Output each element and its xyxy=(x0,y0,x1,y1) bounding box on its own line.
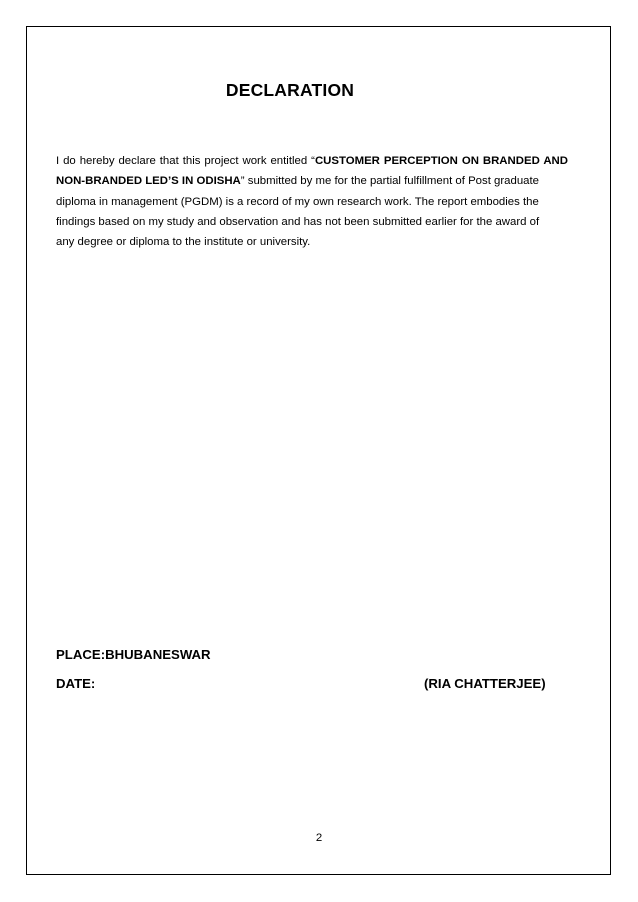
paragraph-text: I do hereby declare that this project work entitled “ xyxy=(56,155,315,167)
signatory-name: (RIA CHATTERJEE) xyxy=(424,676,546,691)
paragraph-text: ” submitted by me for the partial fulfillment of Post graduate xyxy=(240,175,539,188)
declaration-paragraph xyxy=(56,151,568,252)
paragraph-line-5: any degree or diploma to the institute or university. xyxy=(56,236,311,249)
date-label: DATE: xyxy=(56,676,96,691)
project-title-part-2: NON-BRANDED LED’S IN ODISHA xyxy=(56,175,241,188)
document-title: DECLARATION xyxy=(225,80,355,100)
project-title-part-1: CUSTOMER PERCEPTION ON BRANDED AND xyxy=(314,155,568,167)
paragraph-line-2 xyxy=(56,171,568,191)
place-label: PLACE:BHUBANESWAR xyxy=(56,647,211,662)
paragraph-line-1 xyxy=(56,151,568,171)
paragraph-line-4: findings based on my study and observation and has not been submitted earlier for the award of xyxy=(56,215,540,228)
paragraph-line-3: diploma in management (PGDM) is a record of my own research work. The report embodies the xyxy=(56,195,539,208)
page-number: 2 xyxy=(315,832,323,844)
